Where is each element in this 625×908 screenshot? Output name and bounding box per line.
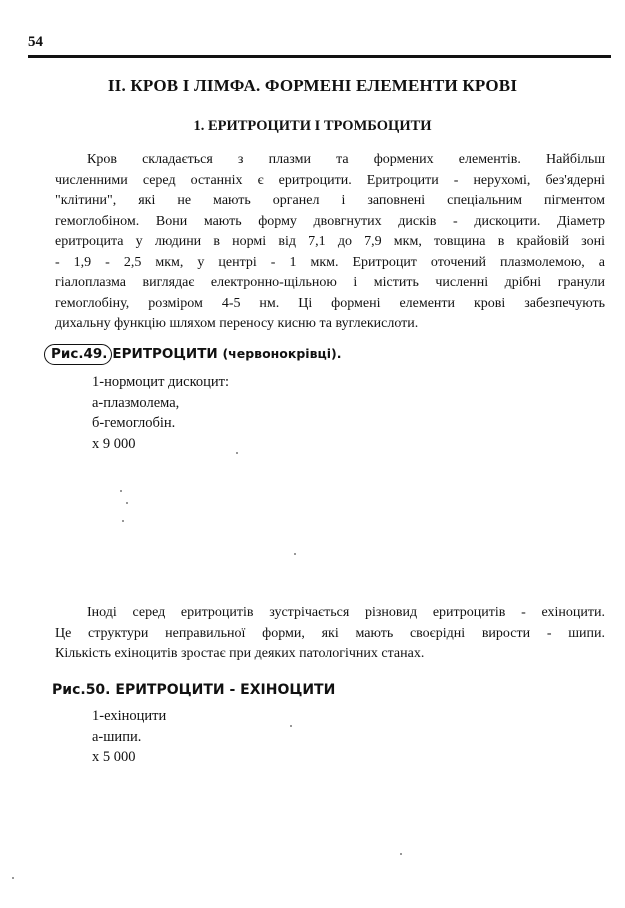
paragraph-line: Кров складається з плазми та формених елементів. Найбільш (87, 152, 605, 167)
paragraph-line: Це структури неправильної форми, які мають своєрідні вирости - шипи. (55, 625, 605, 641)
scan-speck (294, 553, 296, 555)
paragraph-line: гіалоплазма виглядає електронно-щільною і містить численні дрібні гранули (55, 275, 605, 290)
paragraph-erythrocytes (55, 150, 605, 335)
paragraph-line: Іноді серед еритроцитів зустрічається різновид еритроцитів - ехіноцити. (87, 605, 605, 620)
figure-49-legend (92, 372, 229, 454)
paragraph-line: дихальну функцію шляхом переносу кисню та вуглекислоти. (55, 316, 419, 331)
figure-49-caption (52, 344, 342, 365)
section-title: 1. ЕРИТРОЦИТИ І ТРОМБОЦИТИ (193, 118, 432, 134)
paragraph-line: гемоглобіну, розміром 4-5 нм. Ці формені елементи крові забезпечують (55, 295, 605, 311)
legend-item: 1-нормоцит дискоцит: (92, 374, 230, 390)
figure-50-legend (92, 706, 166, 768)
legend-item: а-плазмолема, (92, 394, 180, 411)
page-number: 54 (28, 34, 43, 50)
legend-item: х 5 000 (92, 749, 136, 765)
legend-item: а-шипи. (92, 728, 142, 745)
figure-49-title: ЕРИТРОЦИТИ (112, 346, 218, 362)
paragraph-line: численними серед останніх є еритроцити. Еритроцити - нерухомі, без'ядерні (55, 172, 605, 188)
figure-50-title: ЕРИТРОЦИТИ - ЕХІНОЦИТИ (115, 682, 336, 698)
figure-50-label: Рис.50. (52, 682, 111, 698)
figure-49-label: Рис.49. (44, 344, 112, 365)
paragraph-line: гемоглобіном. Вони мають форму двовгнутих дисків - дискоцити. Діаметр (55, 213, 605, 229)
scan-speck (122, 520, 124, 522)
figure-50-caption (52, 682, 335, 698)
legend-item: х 9 000 (92, 435, 136, 452)
scan-speck (400, 853, 402, 855)
scan-speck (126, 502, 128, 504)
figure-49-subtitle: (червонокрівці). (222, 346, 342, 361)
chapter-title: II. КРОВ І ЛІМФА. ФОРМЕНІ ЕЛЕМЕНТИ КРОВІ (107, 76, 518, 95)
paragraph-echinocytes (55, 603, 605, 665)
scan-speck (290, 725, 292, 727)
scan-speck (120, 490, 122, 492)
scan-speck (12, 877, 14, 879)
scan-speck (236, 452, 238, 454)
legend-item: 1-ехіноцити (92, 708, 167, 724)
legend-item: б-гемоглобін. (92, 415, 176, 431)
paragraph-line: "клітини", які не мають органел і заповнені спеціальним пігментом (55, 193, 605, 208)
paragraph-line: - 1,9 - 2,5 мкм, у центрі - 1 мкм. Еритроцит оточений плазмолемою, а (55, 254, 605, 270)
header-rule (28, 55, 611, 58)
paragraph-line: Кількість ехіноцитів зростає при деяких патологічних станах. (55, 646, 425, 661)
paragraph-line: еритроцита у людини в нормі від 7,1 до 7,9 мкм, товщина в крайовій зоні (55, 234, 605, 249)
